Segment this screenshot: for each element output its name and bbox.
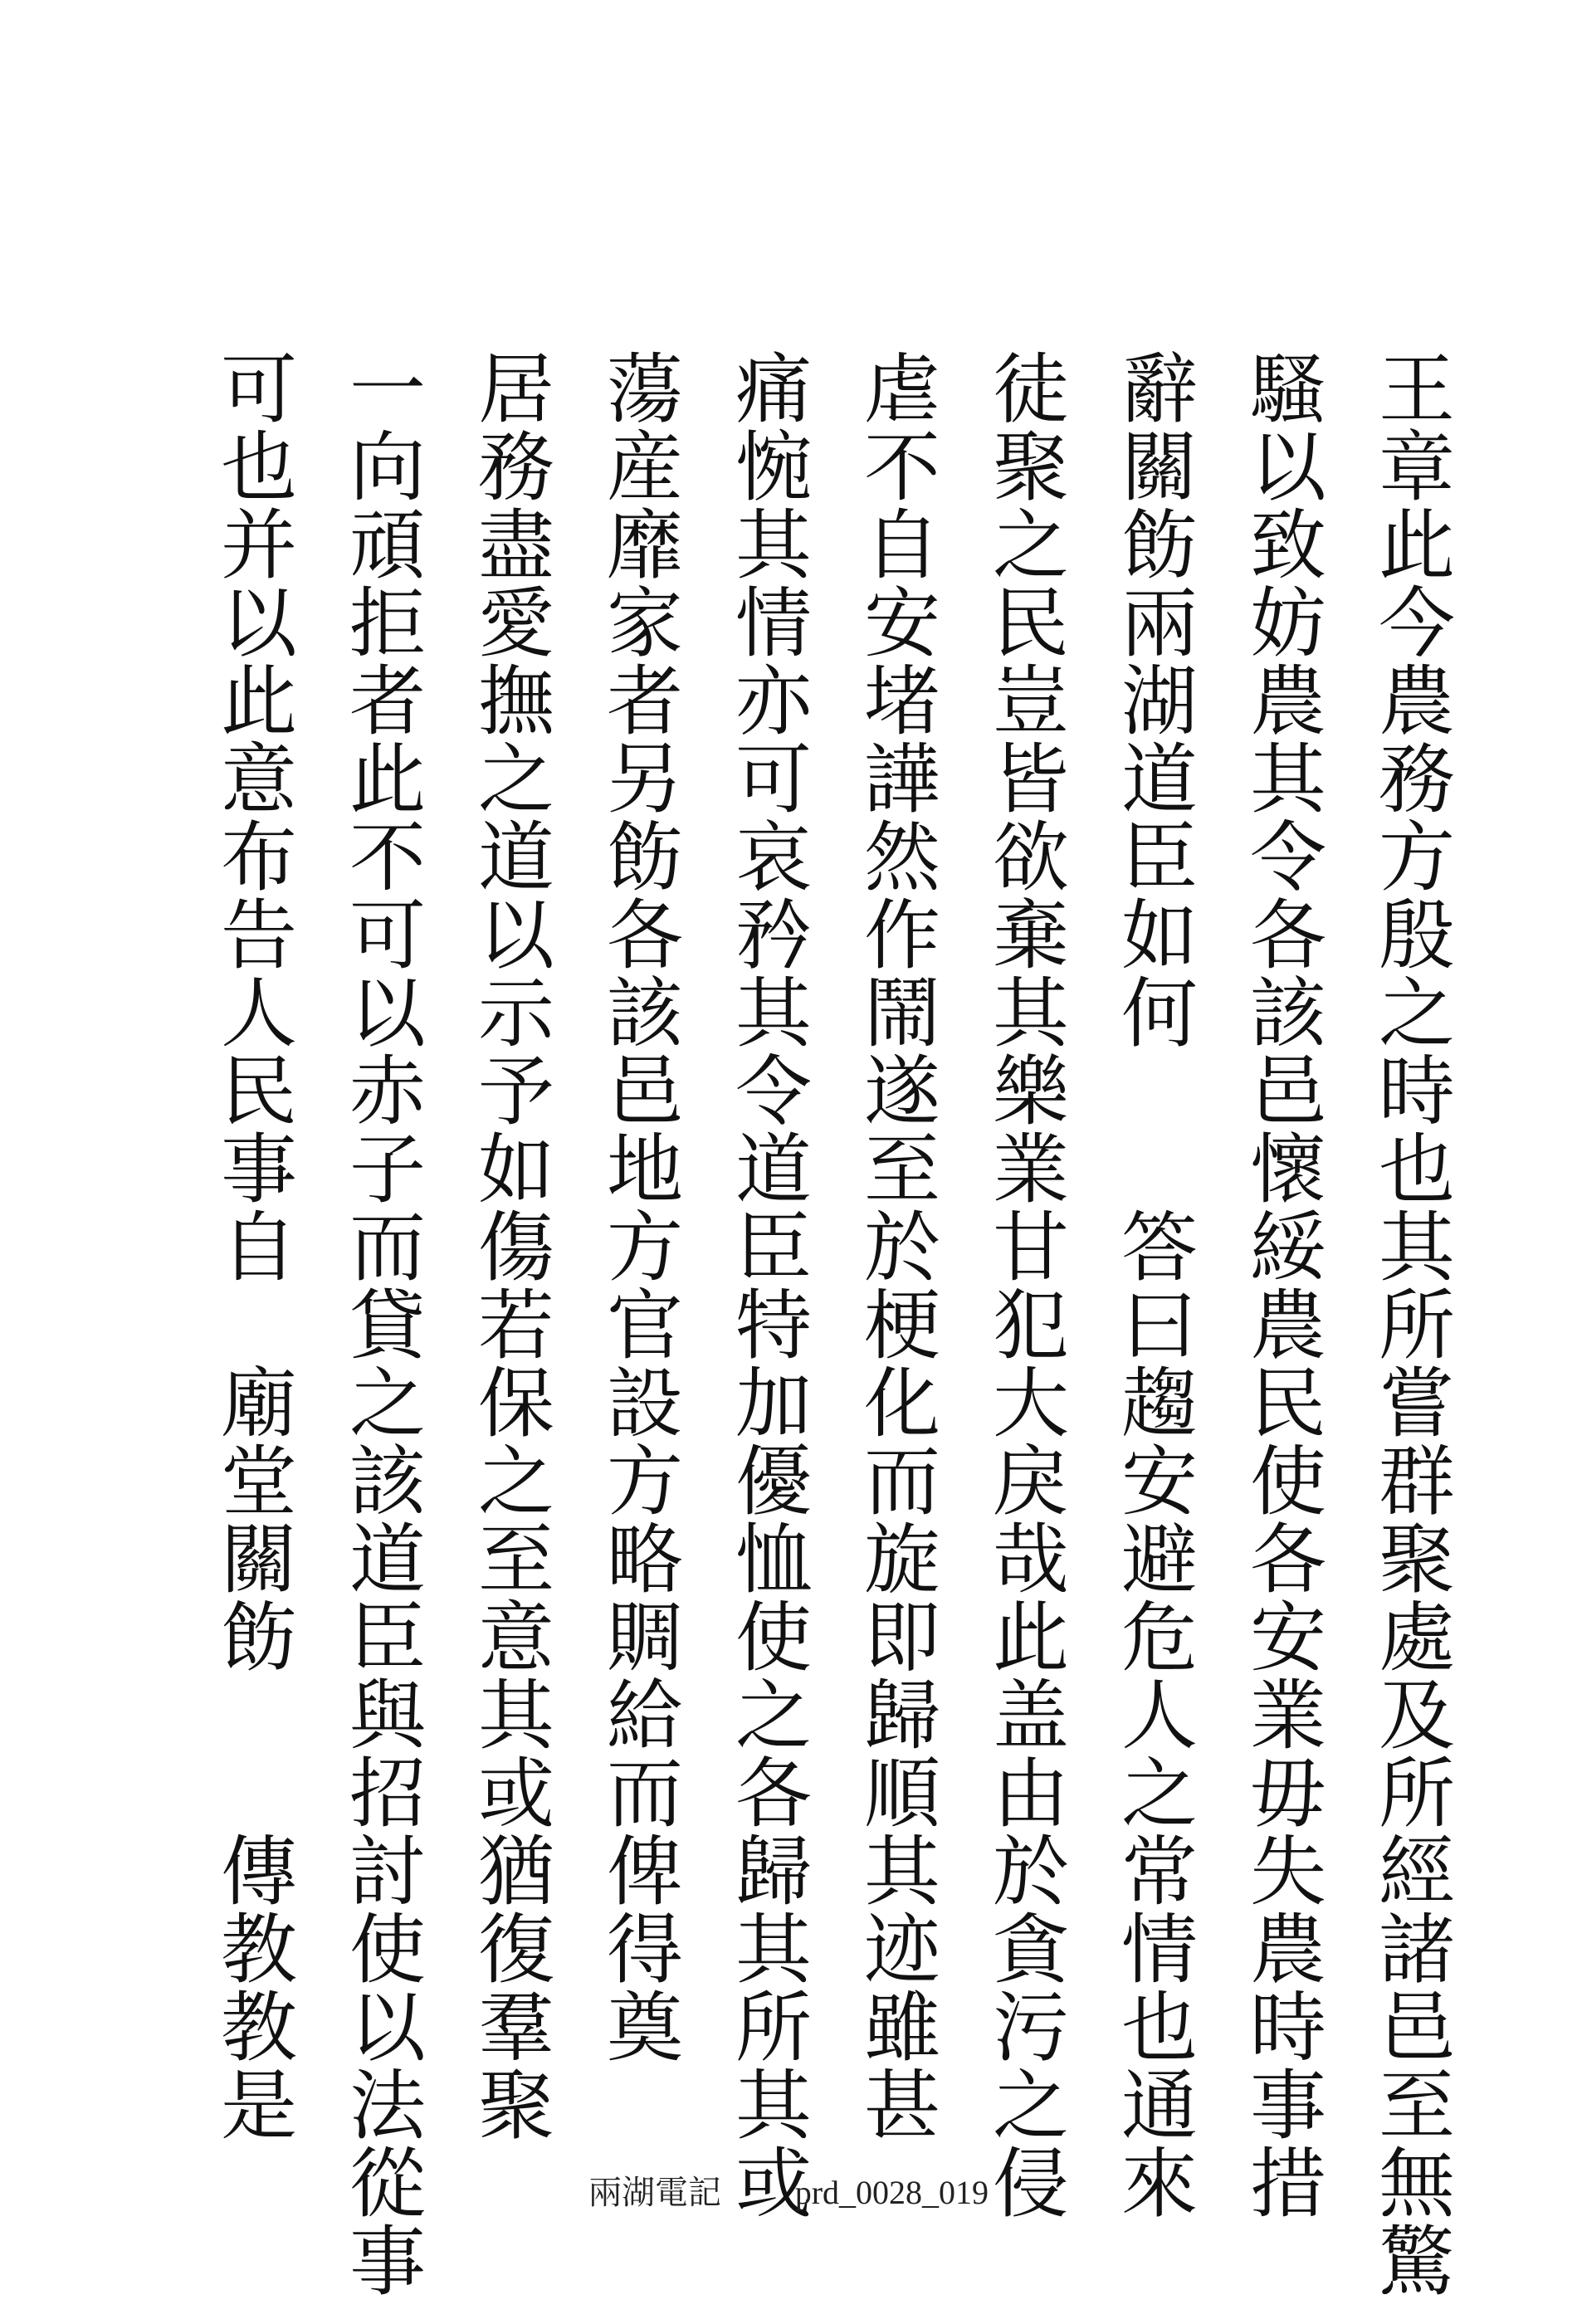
text-column-1: 王章此今農務方殷之時也其所嘗群聚處及所經諸邑至無驚	[1366, 349, 1455, 2299]
text-column-2: 騷以致妨農其令各該邑懷綏農民使各安業毋失農時事措	[1238, 349, 1326, 2221]
text-column-5: 虐不自安堵譁然作鬧遂至於梗化而旋即歸順其迹雖甚	[852, 349, 940, 2143]
footer-page-code: prd_0028_019	[794, 2174, 989, 2211]
text-column-8: 居務盡愛撫之道以示予如傷若保之至意其或猶復羣聚	[466, 349, 554, 2143]
text-column-10: 可也并以此意布告人民事自 廟堂關飭 傳教教是	[208, 349, 297, 2143]
text-column-3: 辭關飭兩湖道臣如何 答曰趨安避危人之常情也通來	[1109, 349, 1198, 2221]
page-footer	[0, 2166, 1577, 2214]
footer-title: 兩湖電記	[588, 2174, 721, 2212]
text-column-9: 一向頑拒者此不可以赤子而貸之該道臣與招討使以法從事	[337, 349, 426, 2299]
text-column-7: 蕩産靡家者另飭各該邑地方官設方略賙給而俾得奠	[594, 349, 683, 2065]
text-column-4: 徒聚之民豈皆欲棄其樂業甘犯大戾哉此盖由於貪污之侵	[980, 349, 1069, 2221]
text-column-6: 痛惋其情亦可哀矜其令道臣特加優恤使之各歸其所其或	[723, 349, 812, 2221]
